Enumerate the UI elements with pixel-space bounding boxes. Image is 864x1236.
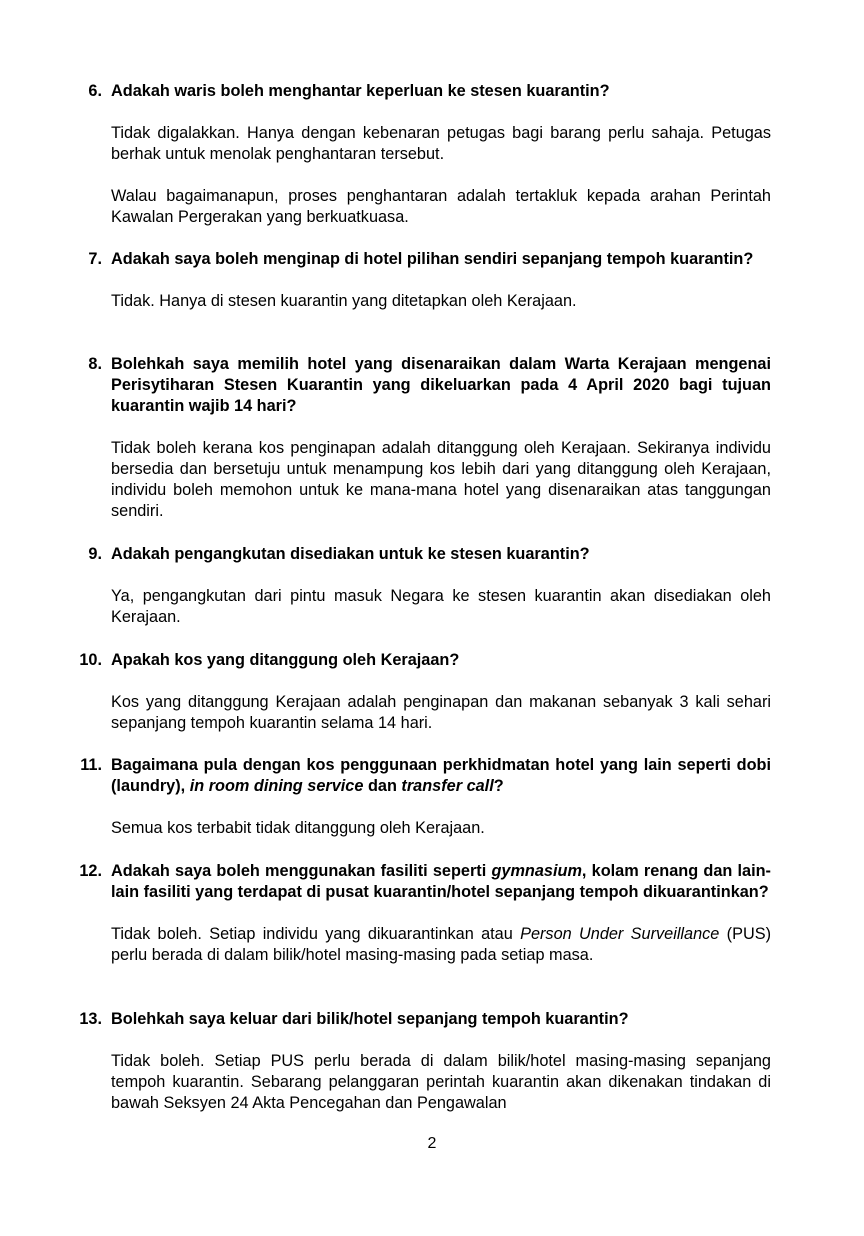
question-text-italic: in room dining service: [189, 777, 364, 795]
faq-item-8: [78, 354, 771, 522]
question: [78, 354, 771, 417]
faq-item-12: [78, 861, 771, 966]
question-number: 9.: [88, 545, 102, 563]
answer-paragraph: Tidak digalakkan. Hanya dengan kebenaran petugas bagi barang perlu sahaja. Petugas berhak untuk menolak penghantaran tersebut.: [111, 124, 771, 163]
question-text: Bolehkah saya keluar dari bilik/hotel sepanjang tempoh kuarantin?: [111, 1010, 629, 1028]
question-text-part: Adakah saya boleh menggunakan fasiliti seperti: [111, 862, 492, 880]
question: [78, 861, 771, 903]
question-text: Adakah saya boleh menginap di hotel pilihan sendiri sepanjang tempoh kuarantin?: [111, 250, 754, 268]
answer-text-italic: Person Under Surveillance: [520, 925, 720, 943]
faq-item-10: [78, 650, 771, 734]
question-number: 7.: [88, 250, 102, 268]
question-text: Adakah waris boleh menghantar keperluan ke stesen kuarantin?: [111, 82, 610, 100]
question: [78, 1009, 771, 1030]
answer-text-part: Tidak boleh. Setiap individu yang dikuarantinkan atau: [111, 925, 521, 943]
answer-paragraph: [111, 924, 771, 966]
question: [78, 249, 771, 270]
faq-item-9: [78, 544, 771, 628]
answer-paragraph: Walau bagaimanapun, proses penghantaran adalah tertakluk kepada arahan Perintah Kawalan Pergerakan yang berkuatkuasa.: [111, 187, 771, 226]
question-text-part: Bagaimana pula dengan kos penggunaan perkhidmatan hotel yang lain seperti dobi (laundry),: [111, 756, 771, 795]
question-text-part: ?: [493, 777, 504, 795]
question-text: Bolehkah saya memilih hotel yang disenaraikan dalam Warta Kerajaan mengenai Perisytiharan Stesen Kuarantin yang dikeluarkan pada 4 April 2020 bagi tujuan kuarantin wajib 14 hari?: [111, 355, 771, 415]
faq-item-7: [78, 249, 771, 312]
question: [78, 650, 771, 671]
question-number: 10.: [79, 651, 102, 669]
faq-item-13: [78, 1009, 771, 1114]
question-number: 11.: [80, 756, 102, 774]
question-text-italic: gymnasium: [491, 862, 582, 880]
question: [78, 81, 771, 102]
question-number: 12.: [79, 862, 102, 880]
answer-paragraph: Ya, pengangkutan dari pintu masuk Negara ke stesen kuarantin akan disediakan oleh Kerajaan.: [111, 587, 771, 626]
question-number: 6.: [88, 82, 102, 100]
answer-paragraph: Tidak. Hanya di stesen kuarantin yang ditetapkan oleh Kerajaan.: [111, 292, 577, 310]
answer-text-part: (PUS) perlu berada di dalam bilik/hotel masing-masing pada setiap masa.: [111, 925, 771, 964]
page-number: 2: [427, 1135, 437, 1152]
question-text-part: , kolam renang dan lain-lain fasiliti yang terdapat di pusat kuarantin/hotel sepanjang tempoh dikuarantinkan?: [111, 862, 771, 901]
question-number: 13.: [79, 1010, 102, 1028]
faq-item-6: [78, 81, 771, 228]
question-number: 8.: [88, 355, 102, 373]
answer-paragraph: Semua kos terbabit tidak ditanggung oleh Kerajaan.: [111, 819, 485, 837]
answer-paragraph: Kos yang ditanggung Kerajaan adalah penginapan dan makanan sebanyak 3 kali sehari sepanjang tempoh kuarantin selama 14 hari.: [111, 693, 771, 732]
question-text: Apakah kos yang ditanggung oleh Kerajaan?: [111, 651, 460, 669]
question-text-part: dan: [363, 777, 402, 795]
question: [78, 755, 771, 797]
answer-paragraph: Tidak boleh kerana kos penginapan adalah ditanggung oleh Kerajaan. Sekiranya individu bersedia dan bersetuju untuk menampung kos lebih dari yang ditanggung oleh Kerajaan, individu boleh memohon untuk ke mana-mana hotel yang disenaraikan atas tanggungan sendiri.: [111, 439, 771, 520]
answer-paragraph: Tidak boleh. Setiap PUS perlu berada di dalam bilik/hotel masing-masing sepanjang tempoh kuarantin. Sebarang pelanggaran perintah kuarantin akan dikenakan tindakan di bawah Seksyen 24 Akta Pencegahan dan Pengawalan: [111, 1052, 771, 1112]
question: [78, 544, 771, 565]
faq-item-11: [78, 755, 771, 839]
question-text: Adakah pengangkutan disediakan untuk ke stesen kuarantin?: [111, 545, 590, 563]
question-text-italic: transfer call: [401, 777, 494, 795]
